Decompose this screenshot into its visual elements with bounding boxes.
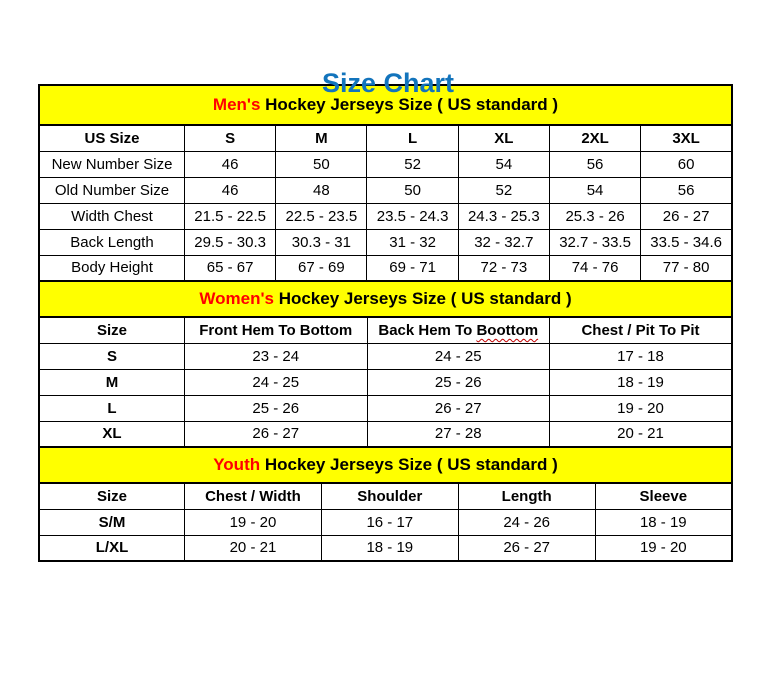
mens-size-value: 56 — [549, 151, 640, 177]
mens-size-row — [39, 203, 732, 229]
mens-column-header: S — [185, 125, 276, 151]
mens-row-label: Back Length — [39, 229, 185, 255]
mens-row-label: Body Height — [39, 255, 185, 281]
mens-row-label: New Number Size — [39, 151, 185, 177]
womens-header-row — [39, 317, 732, 343]
womens-band-highlight: Women's — [199, 289, 274, 308]
womens-section-band — [39, 281, 732, 317]
mens-size-value: 33.5 - 34.6 — [641, 229, 732, 255]
womens-table-body — [39, 343, 732, 447]
mens-size-row — [39, 151, 732, 177]
womens-size-value: 17 - 18 — [549, 343, 732, 369]
youth-band-rest: Hockey Jerseys Size ( US standard ) — [260, 455, 558, 474]
mens-header-row — [39, 125, 732, 151]
mens-size-value: 67 - 69 — [276, 255, 367, 281]
youth-table-body — [39, 509, 732, 561]
mens-size-table — [38, 84, 733, 282]
youth-column-header: Sleeve — [595, 483, 732, 509]
youth-size-table — [38, 446, 733, 562]
youth-header-row — [39, 483, 732, 509]
womens-band-rest: Hockey Jerseys Size ( US standard ) — [273, 289, 572, 308]
womens-column-header: Front Hem To Bottom — [185, 317, 367, 343]
youth-row-label: S/M — [39, 509, 185, 535]
youth-size-value: 20 - 21 — [185, 535, 322, 561]
mens-size-value: 31 - 32 — [367, 229, 458, 255]
youth-row-label: L/XL — [39, 535, 185, 561]
mens-size-value: 54 — [549, 177, 640, 203]
womens-size-value: 24 - 25 — [185, 369, 367, 395]
youth-size-row — [39, 535, 732, 561]
womens-column-header — [367, 317, 549, 343]
mens-table-body — [39, 151, 732, 281]
mens-size-value: 46 — [185, 151, 276, 177]
mens-size-value: 46 — [185, 177, 276, 203]
mens-column-header: US Size — [39, 125, 185, 151]
youth-size-value: 18 - 19 — [595, 509, 732, 535]
womens-size-value: 25 - 26 — [185, 395, 367, 421]
mens-size-value: 74 - 76 — [549, 255, 640, 281]
mens-band-highlight: Men's — [212, 95, 261, 114]
womens-size-value: 25 - 26 — [367, 369, 549, 395]
womens-header-misspelled-word: Boottom — [476, 321, 539, 339]
womens-size-value: 26 - 27 — [367, 395, 549, 421]
youth-size-value: 19 - 20 — [185, 509, 322, 535]
mens-size-value: 60 — [641, 151, 732, 177]
mens-column-header: L — [367, 125, 458, 151]
mens-size-row — [39, 177, 732, 203]
womens-size-value: 20 - 21 — [549, 421, 732, 447]
mens-size-value: 50 — [276, 151, 367, 177]
womens-size-value: 19 - 20 — [549, 395, 732, 421]
womens-size-value: 18 - 19 — [549, 369, 732, 395]
mens-size-value: 69 - 71 — [367, 255, 458, 281]
mens-size-value: 32.7 - 33.5 — [549, 229, 640, 255]
mens-size-value: 54 — [458, 151, 549, 177]
womens-header-prefix: Back Hem To — [378, 321, 477, 339]
womens-band-cell — [39, 281, 732, 317]
youth-size-row — [39, 509, 732, 535]
mens-band-rest: Hockey Jerseys Size ( US standard ) — [260, 95, 559, 114]
mens-size-value: 65 - 67 — [185, 255, 276, 281]
youth-size-value: 24 - 26 — [458, 509, 595, 535]
mens-size-value: 26 - 27 — [641, 203, 732, 229]
mens-size-value: 50 — [367, 177, 458, 203]
youth-column-header: Chest / Width — [185, 483, 322, 509]
youth-size-value: 16 - 17 — [321, 509, 458, 535]
mens-row-label: Width Chest — [39, 203, 185, 229]
mens-size-value: 52 — [458, 177, 549, 203]
mens-size-value: 22.5 - 23.5 — [276, 203, 367, 229]
size-chart-tables — [38, 84, 733, 562]
mens-size-value: 30.3 - 31 — [276, 229, 367, 255]
mens-size-value: 48 — [276, 177, 367, 203]
youth-size-value: 26 - 27 — [458, 535, 595, 561]
mens-size-value: 23.5 - 24.3 — [367, 203, 458, 229]
mens-row-label: Old Number Size — [39, 177, 185, 203]
youth-band-highlight: Youth — [213, 455, 261, 474]
womens-column-header: Size — [39, 317, 185, 343]
womens-size-value: 27 - 28 — [367, 421, 549, 447]
mens-size-value: 25.3 - 26 — [549, 203, 640, 229]
womens-size-row — [39, 369, 732, 395]
womens-size-row — [39, 395, 732, 421]
mens-column-header: XL — [458, 125, 549, 151]
youth-size-value: 18 - 19 — [321, 535, 458, 561]
womens-row-label: M — [39, 369, 185, 395]
youth-column-header: Shoulder — [321, 483, 458, 509]
womens-size-table — [38, 280, 733, 448]
womens-size-value: 23 - 24 — [185, 343, 367, 369]
youth-size-value: 19 - 20 — [595, 535, 732, 561]
mens-size-row — [39, 255, 732, 281]
womens-size-value: 24 - 25 — [367, 343, 549, 369]
youth-column-header: Length — [458, 483, 595, 509]
youth-band-cell — [39, 447, 732, 483]
mens-column-header: 2XL — [549, 125, 640, 151]
mens-column-header: M — [276, 125, 367, 151]
youth-column-header: Size — [39, 483, 185, 509]
page-title: Size Chart — [321, 68, 455, 98]
womens-row-label: L — [39, 395, 185, 421]
womens-size-value: 26 - 27 — [185, 421, 367, 447]
womens-size-row — [39, 421, 732, 447]
mens-size-value: 32 - 32.7 — [458, 229, 549, 255]
womens-size-row — [39, 343, 732, 369]
mens-size-value: 77 - 80 — [641, 255, 732, 281]
mens-size-value: 52 — [367, 151, 458, 177]
mens-size-value: 29.5 - 30.3 — [185, 229, 276, 255]
mens-column-header: 3XL — [641, 125, 732, 151]
womens-column-header: Chest / Pit To Pit — [549, 317, 732, 343]
womens-row-label: XL — [39, 421, 185, 447]
mens-size-value: 56 — [641, 177, 732, 203]
womens-row-label: S — [39, 343, 185, 369]
mens-size-row — [39, 229, 732, 255]
mens-size-value: 21.5 - 22.5 — [185, 203, 276, 229]
mens-size-value: 72 - 73 — [458, 255, 549, 281]
youth-section-band — [39, 447, 732, 483]
mens-size-value: 24.3 - 25.3 — [458, 203, 549, 229]
